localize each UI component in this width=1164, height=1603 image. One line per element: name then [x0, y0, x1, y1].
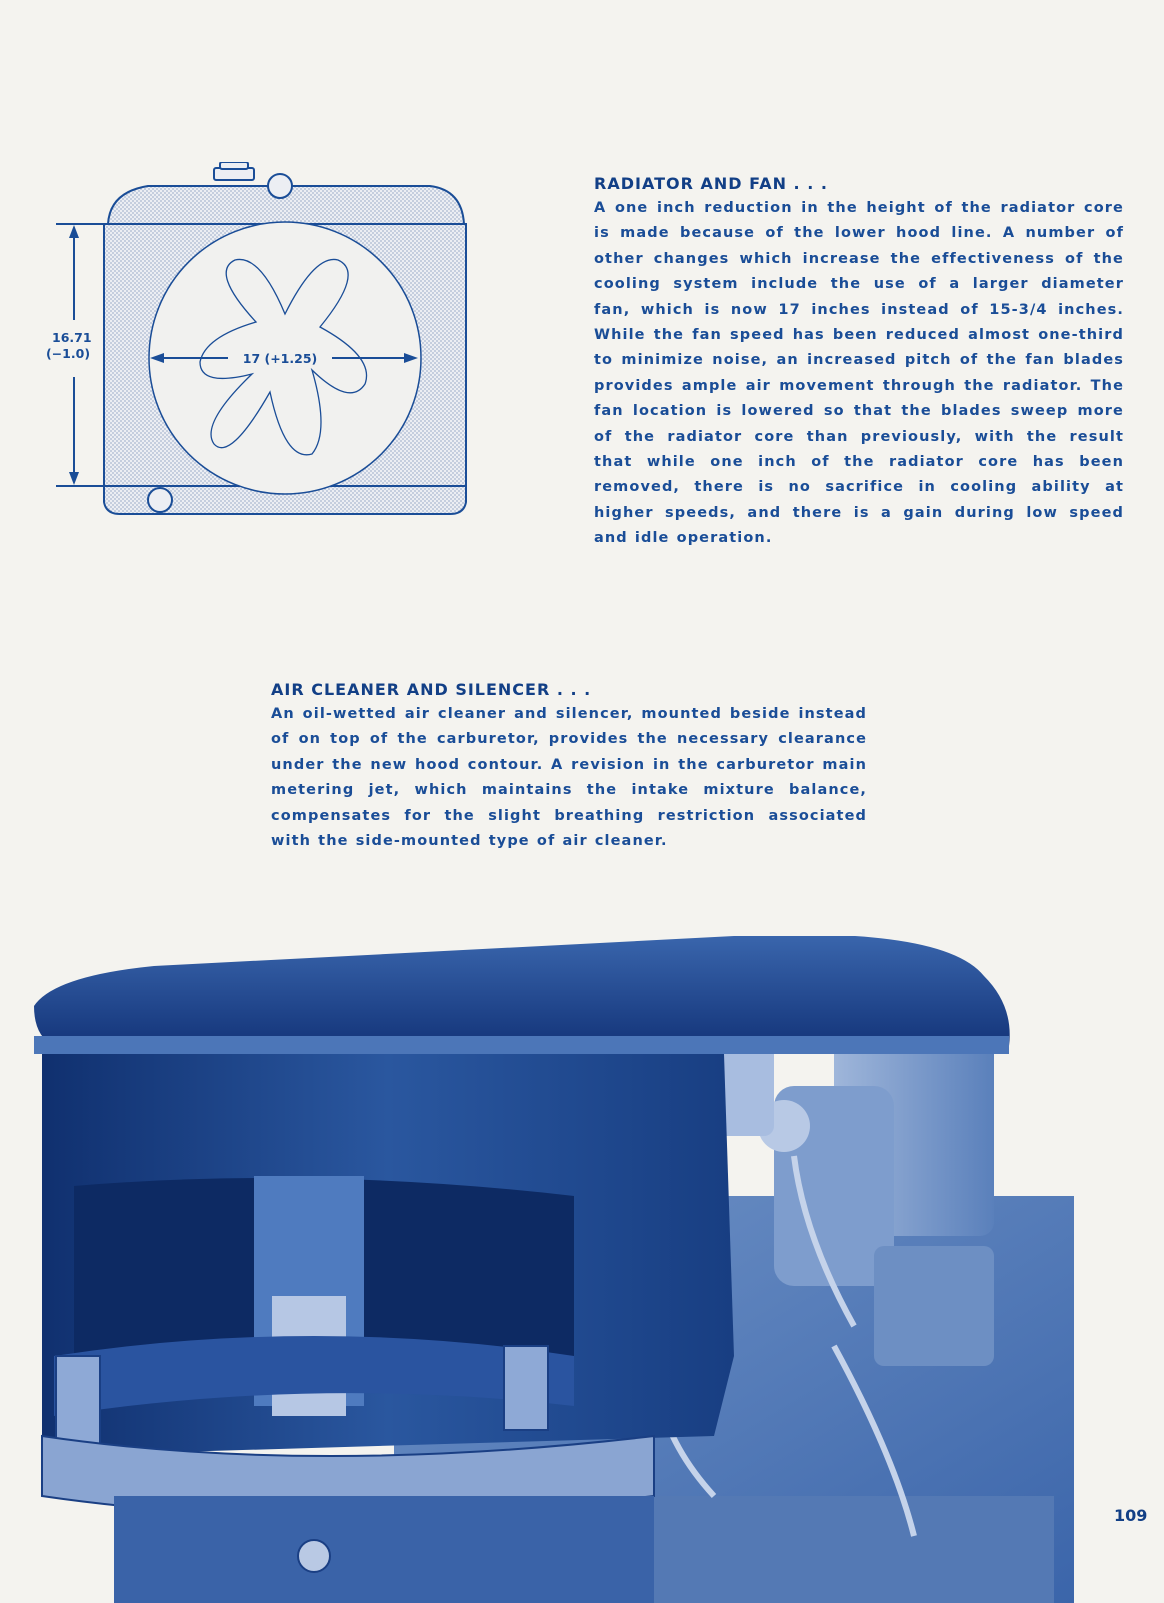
air-cleaner-photo [14, 936, 1074, 1603]
height-change-label: (−1.0) [46, 346, 91, 361]
air-cleaner-section-body: An oil-wetted air cleaner and silencer, mounted beside instead of on top of the carburetor, provides the necessary clearance under the new hood contour. A revision in the carburetor main metering jet, which maintains the intake mixture balance, compensates for the slight breathing restriction associated with the side-mounted type of air cleaner. [271, 706, 867, 850]
page-number: 109 [1114, 1506, 1148, 1525]
fan-diameter-label: 17 (+1.25) [242, 351, 318, 366]
air-cleaner-body [42, 1054, 734, 1456]
air-cleaner-section-heading: AIR CLEANER AND SILENCER . . . [271, 680, 592, 699]
air-cleaner-lid [34, 936, 1010, 1054]
height-value-label: 16.71 [52, 330, 92, 345]
radiator-diagram [30, 162, 480, 552]
radiator-section-body: A one inch reduction in the height of the radiator core is made because of the lower hood line. A number of other changes which increase the effectiveness of the cooling system include the use of a larger diameter fan, which is now 17 inches instead of 15-3/4 inches. While the fan speed has been reduced almost one-third to minimize noise, an increased pitch of the fan blades provides ample air movement through the radiator. The fan location is lowered so that the blades sweep more of the radiator core than previously, with the result that while one inch of the radiator core has been removed, there is no sacrifice in cooling ability at higher speeds, and there is a gain during low speed and idle operation. [594, 200, 1124, 547]
radiator-section-heading: RADIATOR AND FAN . . . [594, 174, 828, 193]
